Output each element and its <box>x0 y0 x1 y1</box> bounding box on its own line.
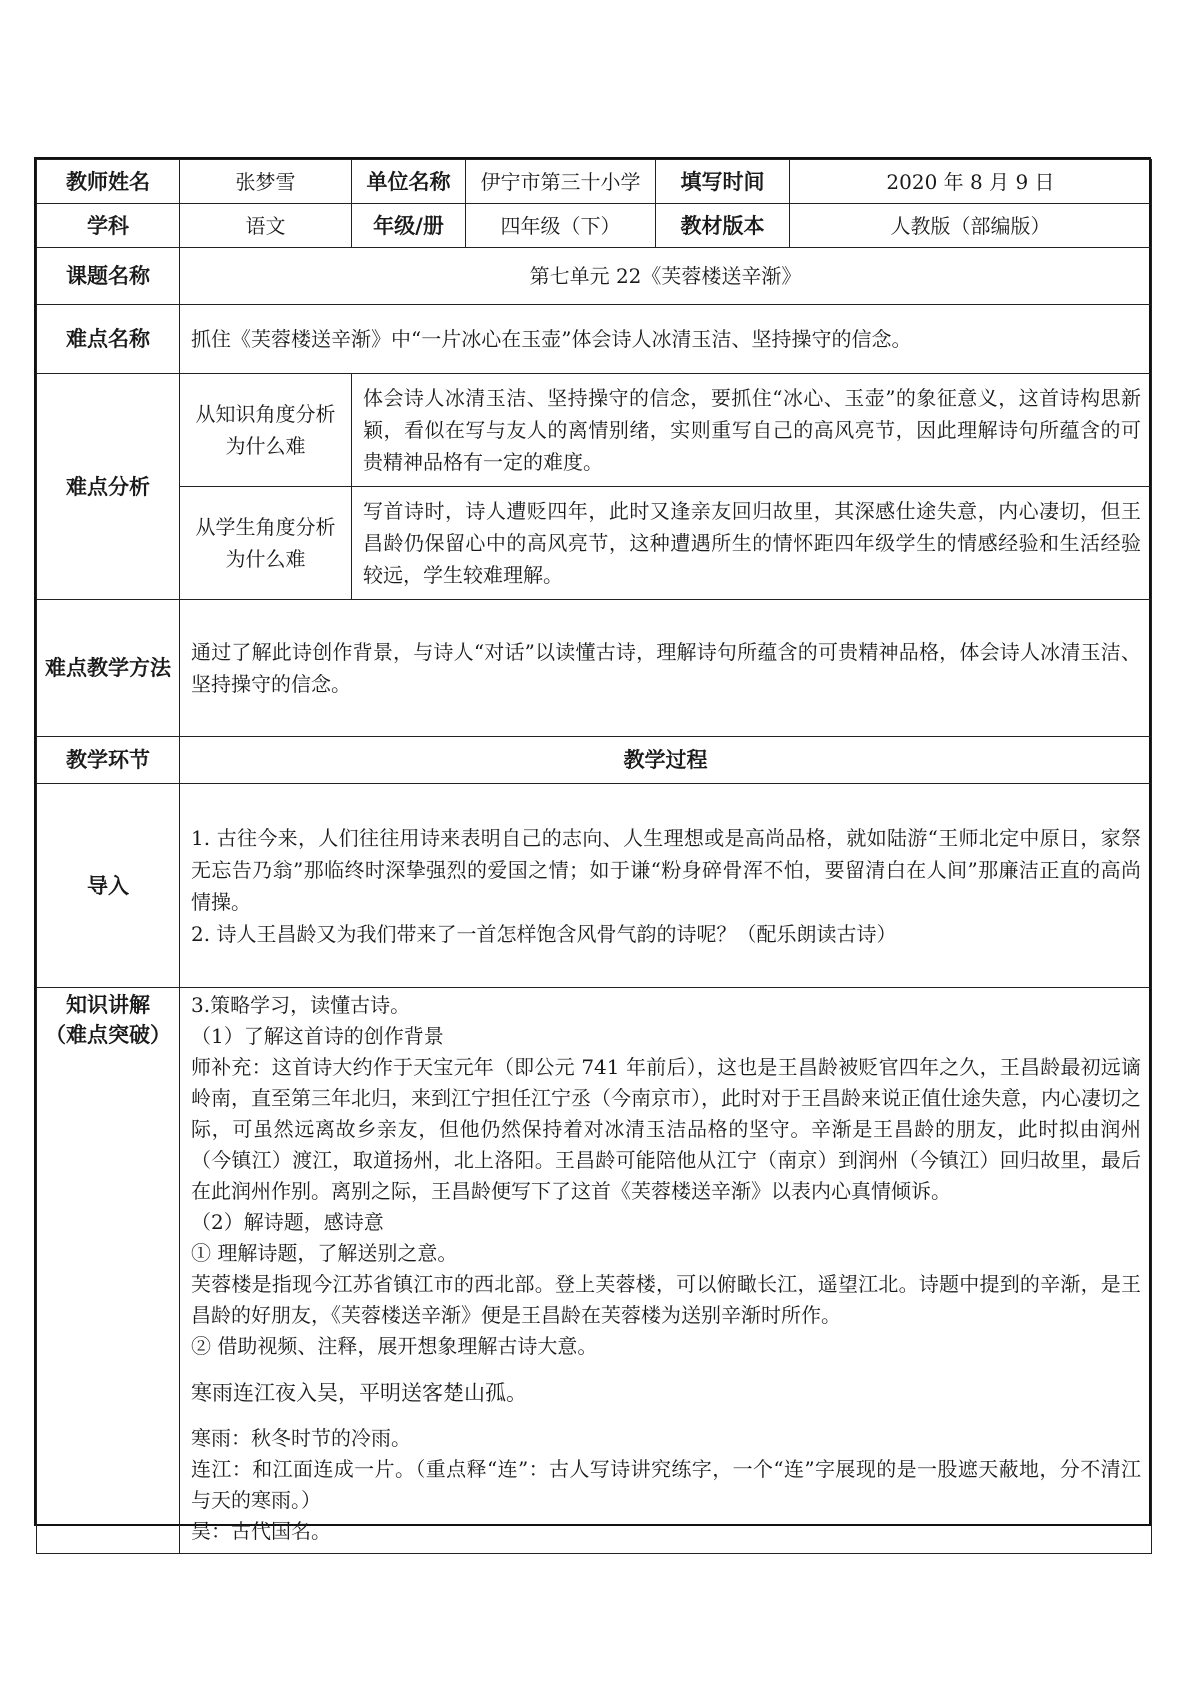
analysis-label: 难点分析 <box>37 374 180 600</box>
poem-line: 寒雨连江夜入吴，平明送客楚山孤。 <box>191 1381 527 1405</box>
knowledge-label-line: 知识讲解 <box>66 993 150 1017</box>
annotation-line: 吴：古代国名。 <box>191 1519 331 1543</box>
knowledge-label-line: （难点突破） <box>45 1023 171 1047</box>
edition-value: 人教版（部编版） <box>790 204 1152 248</box>
annotation-line: 连江：和江面连成一片。（重点释“连”：古人写诗讲究练字，一个“连”字展现的是一股遮天蔽地，分不清江与天的寒雨。） <box>191 1457 1141 1512</box>
student-angle-text: 写首诗时，诗人遭贬四年，此时又逢亲友回归故里，其深感仕途失意，内心凄切，但王昌龄仍保留心中的高风亮节，这种遭遇所生的情怀距四年级学生的情感经验和生活经验较远，学生较难理解。 <box>352 487 1152 600</box>
student-angle-label: 从学生角度分析为什么难 <box>180 487 352 600</box>
difficulty-value: 抓住《芙蓉楼送辛渐》中“一片冰心在玉壶”体会诗人冰清玉洁、坚持操守的信念。 <box>180 305 1152 374</box>
intro-paragraph: 1. 古往今来，人们往往用诗来表明自己的志向、人生理想或是高尚品格，就如陆游“王师北定中原日，家祭无忘告乃翁”那临终时深挚强烈的爱国之情；如于谦“粉身碎骨浑不怕，要留清白在人间”那廉洁正直的高尚情操。 <box>191 825 1141 914</box>
intro-label: 导入 <box>37 784 180 988</box>
difficulty-row <box>37 305 1152 374</box>
intro-row <box>37 784 1152 988</box>
fill-date-label: 填写时间 <box>656 160 790 204</box>
difficulty-label: 难点名称 <box>37 305 180 374</box>
knowledge-content <box>180 988 1152 1554</box>
grade-value: 四年级（下） <box>466 204 656 248</box>
knowledge-line: 师补充：这首诗大约作于天宝元年（即公元 741 年前后），这也是王昌龄被贬官四年之久，王昌龄最初远谪岭南，直至第三年北归，来到江宁担任江宁丞（今南京市），此时对于王昌龄来说正值仕途失意，内心凄切之际，可虽然远离故乡亲友，但他仍然保持着对冰清玉洁品格的坚守。辛渐是王昌龄的朋友，此时拟由润州（今镇江）渡江，取道扬州，北上洛阳。王昌龄可能陪他从江宁（南京）到润州（今镇江）回归故里，最后在此润州作别。离别之际，王昌龄便写下了这首《芙蓉楼送辛渐》以表内心真情倾诉。 <box>191 1055 1141 1203</box>
info-row-1 <box>37 160 1152 204</box>
method-row <box>37 600 1152 737</box>
method-text: 通过了解此诗创作背景，与诗人“对话”以读懂古诗，理解诗句所蕴含的可贵精神品格，体会诗人冰清玉洁、坚持操守的信念。 <box>180 600 1152 737</box>
info-row-2 <box>37 204 1152 248</box>
knowledge-line: ② 借助视频、注释，展开想象理解古诗大意。 <box>191 1334 598 1358</box>
knowledge-label <box>37 988 180 1554</box>
intro-content <box>180 784 1152 988</box>
knowledge-row <box>37 988 1152 1554</box>
teaching-process-header: 教学过程 <box>180 737 1152 784</box>
topic-value: 第七单元 22《芙蓉楼送辛渐》 <box>180 248 1152 305</box>
method-label: 难点教学方法 <box>37 600 180 737</box>
knowledge-line: ① 理解诗题，了解送别之意。 <box>191 1241 458 1265</box>
unit-name-label: 单位名称 <box>352 160 466 204</box>
teacher-name-value: 张梦雪 <box>180 160 352 204</box>
analysis-row-knowledge <box>37 374 1152 487</box>
knowledge-angle-text: 体会诗人冰清玉洁、坚持操守的信念，要抓住“冰心、玉壶”的象征意义，这首诗构思新颖，看似在写与友人的离情别绪，实则重写自己的高风亮节，因此理解诗句所蕴含的可贵精神品格有一定的难度。 <box>352 374 1152 487</box>
knowledge-line: （2）解诗题，感诗意 <box>191 1210 384 1234</box>
fill-date-value: 2020 年 8 月 9 日 <box>790 160 1152 204</box>
topic-label: 课题名称 <box>37 248 180 305</box>
teaching-step-header: 教学环节 <box>37 737 180 784</box>
analysis-row-student <box>37 487 1152 600</box>
subject-value: 语文 <box>180 204 352 248</box>
knowledge-line: 3.策略学习，读懂古诗。 <box>191 993 411 1017</box>
edition-label: 教材版本 <box>656 204 790 248</box>
knowledge-angle-label: 从知识角度分析为什么难 <box>180 374 352 487</box>
subject-label: 学科 <box>37 204 180 248</box>
lesson-plan-table <box>34 157 1151 1543</box>
process-header-row <box>37 737 1152 784</box>
intro-paragraph: 2. 诗人王昌龄又为我们带来了一首怎样饱含风骨气韵的诗呢？（配乐朗读古诗） <box>191 921 897 946</box>
teacher-name-label: 教师姓名 <box>37 160 180 204</box>
knowledge-line: （1）了解这首诗的创作背景 <box>191 1024 444 1048</box>
unit-name-value: 伊宁市第三十小学 <box>466 160 656 204</box>
annotation-line: 寒雨：秋冬时节的冷雨。 <box>191 1426 411 1450</box>
topic-row <box>37 248 1152 305</box>
grade-label: 年级/册 <box>352 204 466 248</box>
knowledge-line: 芙蓉楼是指现今江苏省镇江市的西北部。登上芙蓉楼，可以俯瞰长江，遥望江北。诗题中提到的辛渐，是王昌龄的好朋友，《芙蓉楼送辛渐》便是王昌龄在芙蓉楼为送别辛渐时所作。 <box>191 1272 1141 1327</box>
